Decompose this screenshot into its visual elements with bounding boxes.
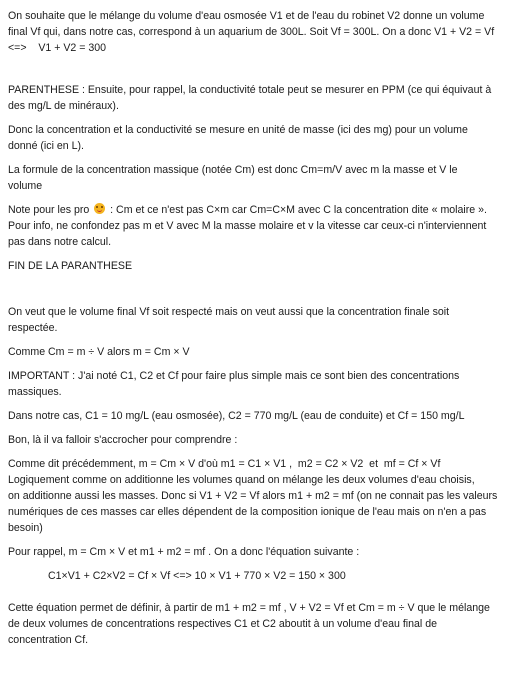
paragraph-concentration-unit <box>8 122 514 154</box>
text-line: respectée. <box>8 322 58 334</box>
paragraph-formula <box>8 162 514 194</box>
text-line: Cette équation permet de définir, à partir de m1 + m2 = mf , V + V2 = Vf et Cm = m ÷ V que le mélange <box>8 602 490 614</box>
paragraph-intro <box>8 8 514 56</box>
text-line: <=> V1 + V2 = 300 <box>8 42 107 54</box>
paragraph-goal <box>8 304 514 336</box>
text-line: volume <box>8 180 43 192</box>
paragraph-reasoning <box>8 456 514 536</box>
text-line: On souhaite que le mélange du volume d'eau osmosée V1 et de l'eau du robinet V2 donne un volume <box>8 10 485 22</box>
text-line: Logiquement comme on additionne les volumes quand on mélange les deux volumes d'eau choisis, <box>8 474 475 486</box>
text-line: La formule de la concentration massique (notée Cm) est donc Cm=m/V avec m la masse et V le <box>8 164 458 176</box>
equation: C1×V1 + C2×V2 = Cf × Vf <=> 10 × V1 + 770 × V2 = 150 × 300 <box>48 570 346 582</box>
text-line: pas dans notre calcul. <box>8 236 112 248</box>
text-line: PARENTHESE : Ensuite, pour rappel, la conductivité totale peut se mesurer en PPM (ce qui équivaut à <box>8 84 492 96</box>
text-line <box>8 202 514 218</box>
text-line: On veut que le volume final Vf soit respecté mais on veut aussi que la concentration finale soit <box>8 306 450 318</box>
paragraph-conclusion <box>8 600 514 648</box>
text-line: final Vf qui, dans notre cas, correspond à un aquarium de 300L. Soit Vf = 300L. On a donc V1 + V2 = Vf <box>8 26 495 38</box>
text-line: concentration Cf. <box>8 634 89 646</box>
paragraph-hold-on: Bon, là il va falloir s'accrocher pour comprendre : <box>8 434 238 446</box>
text-line: besoin) <box>8 522 43 534</box>
document-page <box>8 8 514 648</box>
paragraph-parenthese <box>8 82 514 114</box>
text-line: Donc la concentration et la conductivité se mesure en unité de masse (ici des mg) pour un volume <box>8 124 468 136</box>
paragraph-important <box>8 368 514 400</box>
paragraph-values: Dans notre cas, C1 = 10 mg/L (eau osmosée), C2 = 770 mg/L (eau de conduite) et Cf = 150 mg/L <box>8 410 465 422</box>
text-line: de deux volumes de concentrations respectives C1 et C2 aboutit à un volume d'eau final de <box>8 618 437 630</box>
text-line: IMPORTANT : J'ai noté C1, C2 et Cf pour faire plus simple mais ce sont bien des concentrations <box>8 370 460 382</box>
note-rest: : Cm et ce n'est pas C×m car Cm=C×M avec C la concentration dite « molaire ». <box>110 204 487 216</box>
text-line: numériques de ces masses car elles dépendent de la composition ionique de l'eau mais on n'en a pas <box>8 506 487 518</box>
text-line: on additionne aussi les masses. Donc si V1 + V2 = Vf alors m1 + m2 = mf (on ne connait pas les valeurs <box>8 490 498 502</box>
paragraph-mass-formula: Comme Cm = m ÷ V alors m = Cm × V <box>8 346 190 358</box>
paragraph-end-parenthese: FIN DE LA PARANTHESE <box>8 260 133 272</box>
text-line: des mg/L de minéraux). <box>8 100 119 112</box>
paragraph-note-pro <box>8 202 514 250</box>
paragraph-reminder: Pour rappel, m = Cm × V et m1 + m2 = mf . On a donc l'équation suivante : <box>8 546 360 558</box>
text-line: Comme dit précédemment, m = Cm × V d'où m1 = C1 × V1 , m2 = C2 × V2 et mf = Cf × Vf <box>8 458 441 470</box>
text-line: Pour info, ne confondez pas m et V avec M la masse molaire et v la vitesse car ceux-ci n'interviennent <box>8 220 487 232</box>
note-prefix: Note pour les pro <box>8 204 90 216</box>
text-line: massiques. <box>8 386 62 398</box>
heart-eyes-emoji-icon <box>94 203 105 214</box>
text-line: donné (ici en L). <box>8 140 84 152</box>
